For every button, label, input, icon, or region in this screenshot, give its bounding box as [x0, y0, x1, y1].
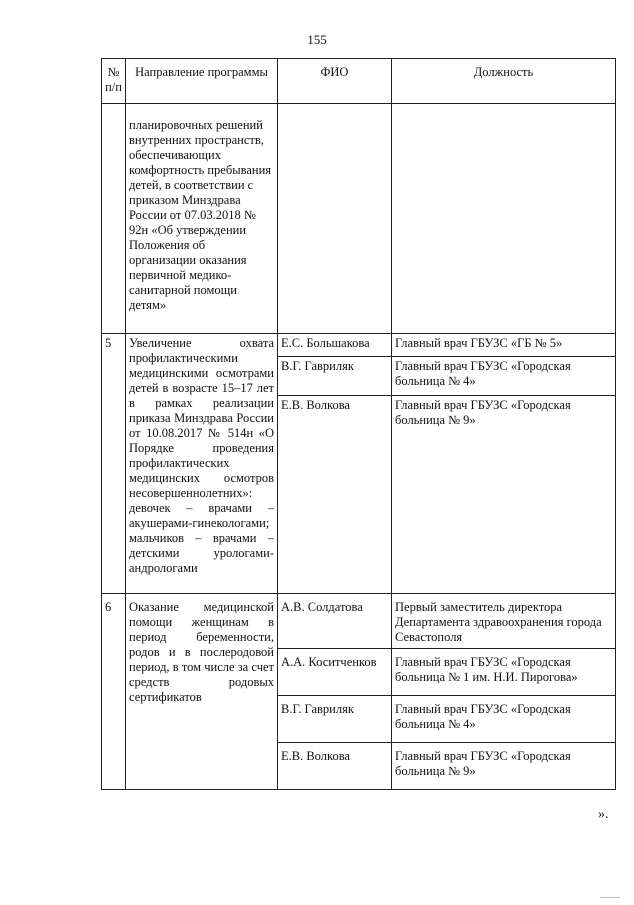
cell-fio: В.Г. Гавриляк	[278, 357, 392, 396]
cell-fio-empty	[278, 104, 392, 334]
table-row-continued	[102, 104, 616, 334]
cell-fio: А.А. Коситченков	[278, 649, 392, 696]
closing-quote-mark: ».	[598, 807, 609, 822]
header-direction: Направление программы	[126, 59, 278, 104]
page-number: 155	[307, 32, 327, 47]
table-row-5a	[102, 334, 616, 357]
cell-num-empty	[102, 104, 126, 334]
cell-direction: планировочных решений внутренних пространств, обеспечивающих комфортность пребывания детей, в соответствии с приказом Минздрава России от 07.03.2018 № 92н «Об утверждении Положения об организации оказания первичной медико-санитарной помощи детям»	[126, 104, 278, 334]
cell-position: Главный врач ГБУЗС «Городская больница № 9»	[392, 396, 616, 594]
program-table	[101, 58, 616, 790]
cell-position: Главный врач ГБУЗС «ГБ № 5»	[392, 334, 616, 357]
cell-direction: Увеличение охвата профилактическими медицинскими осмотрами детей в возрасте 15–17 лет в рамках реализации приказа Минздрава России от 10.08.2017 № 514н «О Порядке проведения профилактических медицинских осмотров несовершеннолетних»: девочек – врачами – акушерами-гинекологами; мальчиков – врачами – детскими урологами-андрологами	[126, 334, 278, 594]
header-position: Должность	[392, 59, 616, 104]
scan-artifact-line	[600, 897, 620, 898]
table-header-row	[102, 59, 616, 104]
header-num: № п/п	[102, 59, 126, 104]
cell-num: 6	[102, 594, 126, 790]
cell-fio: Е.В. Волкова	[278, 743, 392, 790]
cell-direction: Оказание медицинской помощи женщинам в период беременности, родов и в послеродовой период, в том числе за счет средств родовых сертификатов	[126, 594, 278, 790]
cell-position-empty	[392, 104, 616, 334]
cell-fio: Е.С. Большакова	[278, 334, 392, 357]
cell-num: 5	[102, 334, 126, 594]
cell-fio: А.В. Солдатова	[278, 594, 392, 649]
cell-position: Главный врач ГБУЗС «Городская больница № 1 им. Н.И. Пирогова»	[392, 649, 616, 696]
header-fio: ФИО	[278, 59, 392, 104]
cell-position: Главный врач ГБУЗС «Городская больница № 4»	[392, 696, 616, 743]
cell-fio: В.Г. Гавриляк	[278, 696, 392, 743]
cell-position: Первый заместитель директора Департамента здравоохранения города Севастополя	[392, 594, 616, 649]
cell-position: Главный врач ГБУЗС «Городская больница № 9»	[392, 743, 616, 790]
table-row-6a	[102, 594, 616, 649]
cell-fio: Е.В. Волкова	[278, 396, 392, 594]
cell-position: Главный врач ГБУЗС «Городская больница № 4»	[392, 357, 616, 396]
